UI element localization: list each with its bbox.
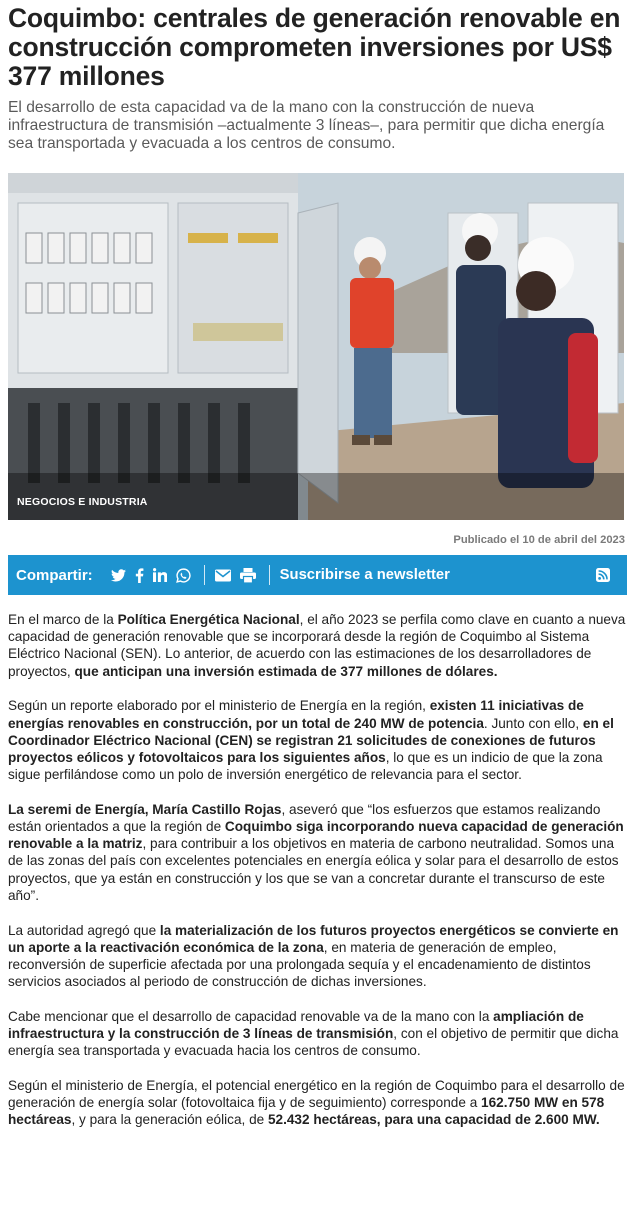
bold-text: ampliación de infraestructura y la construcción de 3 líneas de transmisión (8, 1008, 584, 1042)
bold-text: 52.432 hectáreas, para una capacidad de 2.600 MW. (267, 1112, 600, 1128)
print-icon[interactable] (240, 568, 256, 583)
share-divider (204, 565, 205, 585)
article-paragraph (8, 1008, 627, 1060)
share-bar (8, 555, 627, 595)
paragraph-text: . Junto con ello, (483, 715, 583, 731)
article-paragraph (8, 922, 627, 991)
paragraph-text: , aseveró que “los esfuerzos que estamos realizando están orientados a que la región de (8, 801, 601, 835)
article-body (8, 611, 627, 1129)
hero-photo-illustration (8, 173, 624, 520)
paragraph-text: , para contribuir a los objetivos en materia de carbono neutralidad. Somos una de las zonas del país con excelentes potenciales en energía eólica y solar para el desarrollo de estos proyectos, que ya están en construcción y los que se van a concretar durante el transcurso de este año”. (8, 836, 619, 903)
paragraph-text: Según un reporte elaborado por el ministerio de Energía en la región, (8, 698, 430, 714)
bold-text: en el Coordinador Eléctrico Nacional (CEN) se registran 21 solicitudes de conexiones de futuros proyectos eólicos y fotovoltaicos para los siguientes años (8, 715, 614, 765)
bold-text: Política Energética Nacional (117, 612, 300, 627)
bold-text: 162.750 MW en 578 hectáreas (8, 1095, 605, 1128)
share-label: Compartir: (16, 566, 93, 584)
paragraph-text: En el marco de la (8, 612, 118, 627)
bold-text: Coquimbo siga incorporando nueva capacidad de generación renovable a la matriz (8, 819, 624, 852)
bold-text: la materialización de los futuros proyectos energéticos se convierte en un aporte a la reactivación económica de la zona (8, 922, 619, 955)
paragraph-text: Cabe mencionar que el desarrollo de capacidad renovable va de la mano con la (8, 1008, 494, 1024)
article-paragraph (8, 801, 627, 904)
bold-text: La seremi de Energía, María Castillo Rojas (8, 801, 282, 817)
paragraph-text: , el año 2023 se perfila como clave en cuanto a nueva capacidad de generación renovable que se incorporará desde la región de Coquimbo al Sistema Eléctrico Nacional (SEN). Lo anterior, de acuerdo con las estimaciones de los desarrolladores de proyectos, (8, 612, 626, 679)
whatsapp-icon[interactable] (176, 568, 191, 583)
twitter-icon[interactable] (111, 569, 126, 582)
article-paragraph (8, 1077, 627, 1129)
facebook-icon[interactable] (135, 568, 144, 583)
paragraph-text: , con el objetivo de permitir que dicha energía sea transportada y evacuada hacia los centros de consumo. (8, 1026, 619, 1059)
image-category-label[interactable]: NEGOCIOS E INDUSTRIA (17, 496, 148, 508)
paragraph-text: , lo que es un indicio de que la zona sigue perfilándose como un polo de inversión energético de relevancia para el sector. (8, 749, 603, 783)
article-hero-image (8, 173, 624, 520)
article-paragraph (8, 697, 627, 783)
bold-text: que anticipan una inversión estimada de 377 millones de dólares. (74, 663, 498, 679)
published-date: Publicado el 10 de abril del 2023 (453, 534, 625, 546)
article-paragraph (8, 611, 627, 680)
share-divider (269, 565, 270, 585)
rss-icon[interactable] (596, 568, 610, 582)
newsletter-link[interactable]: Suscribirse a newsletter (279, 567, 450, 583)
paragraph-text: La autoridad agregó que (8, 922, 160, 938)
article-headline: Coquimbo: centrales de generación renovable en construcción comprometen inversiones por US$ 377 millones (8, 3, 621, 91)
paragraph-text: , en materia de generación de empleo, reconversión de superficie afectada por una prolongada sequía y el encadenamiento de distintos servicios asociados al periodo de construcción de dichas inversiones. (8, 939, 591, 990)
paragraph-text: Según el ministerio de Energía, el potencial energético en la región de Coquimbo para el desarrollo de generación de energía solar (fotovoltaica fija y de seguimiento) corresponde a (8, 1077, 625, 1111)
email-icon[interactable] (215, 569, 231, 582)
article-lead: El desarrollo de esta capacidad va de la mano con la construcción de nueva infraestructura de transmisión –actualmente 3 líneas–, para permitir que dicha energía sea transportada y evacuada a los centros de consumo. (8, 99, 605, 152)
paragraph-text: , y para la generación eólica, de (71, 1112, 268, 1128)
bold-text: existen 11 iniciativas de energías renovables en construcción, por un total de 240 MW de potencia (8, 698, 584, 731)
linkedin-icon[interactable] (153, 568, 167, 582)
